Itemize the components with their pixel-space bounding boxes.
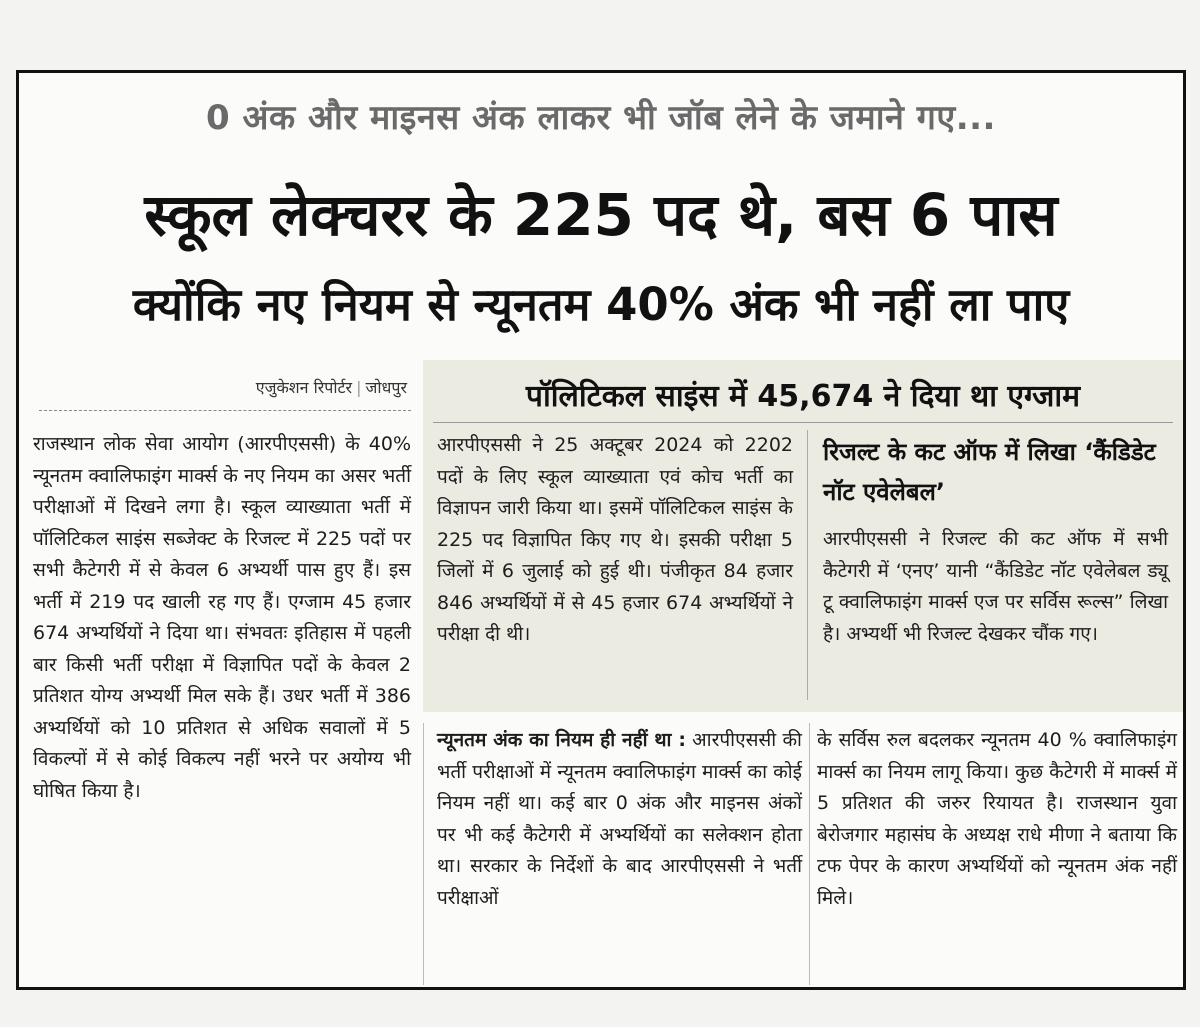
column-divider — [807, 430, 808, 700]
article-column-4 — [437, 725, 802, 914]
byline: एजुकेशन रिपोर्टर | जोधपुर — [39, 371, 411, 411]
boxed-right-text: आरपीएससी ने रिजल्ट की कट ऑफ में सभी कैटेगरी में ‘एनए’ यानी “कैंडिडेट नॉट एवेलेबल ड्यू टू क्वालिफाइंग मार्क्स एज पर सर्विस रूल्स” लिखा है। अभ्यर्थी भी रिजल्ट देखकर चौंक गए। — [823, 528, 1168, 645]
subsection-heading: न्यूनतम अंक का नियम ही नहीं था : — [437, 729, 686, 751]
kicker-line: 0 अंक और माइनस अंक लाकर भी जॉब लेने के जमाने गए... — [206, 98, 996, 138]
subheadline: क्योंकि नए नियम से न्यूनतम 40% अंक भी नहीं ला पाए — [132, 278, 1070, 331]
byline-reporter: एजुकेशन रिपोर्टर — [255, 378, 353, 397]
byline-location: जोधपुर — [365, 378, 407, 397]
headline: स्कूल लेक्चरर के 225 पद थे, बस 6 पास — [144, 181, 1058, 249]
divider — [433, 422, 1173, 423]
article-column-5: के सर्विस रुल बदलकर न्यूनतम 40 % क्वालिफाइंग मार्क्स का नियम लागू किया। कुछ कैटेगरी में मार्क्स में 5 प्रतिशत की जरुर रियायत है। राजस्थान युवा बेरोजगार महासंघ के अध्यक्ष राधे मीणा ने बताया कि टफ पेपर के कारण अभ्यर्थियों को न्यूनतम अंक नहीं मिले। — [817, 729, 1177, 909]
news-clipping — [16, 70, 1186, 990]
boxed-right-heading: रिजल्ट के कट ऑफ में लिखा ‘कैंडिडेट नॉट एवेलेबल’ — [823, 438, 1156, 506]
article-column-1: राजस्थान लोक सेवा आयोग (आरपीएससी) के 40% न्यूनतम क्वालिफाइंग मार्क्स के नए नियम का असर भर्ती परीक्षाओं में दिखने लगा है। स्कूल व्याख्याता भर्ती में पॉलिटिकल साइंस सब्जेक्ट के रिजल्ट में 225 पदों पर सभी कैटेगरी में से केवल 6 अभ्यर्थी पास हुए हैं। इस भर्ती में 219 पद खाली रह गए हैं। एग्जाम 45 हजार 674 अभ्यर्थियों ने दिया था। संभवतः इतिहास में पहली बार किसी भर्ती परीक्षा में विज्ञापित पदों के केवल 2 प्रतिशत योग्य अभ्यर्थी मिल सके हैं। उधर भर्ती में 386 अभ्यर्थियों को 10 प्रतिशत से अधिक सवालों में 5 विकल्पों में से कोई विकल्प नहीं भरने पर अयोग्य भी घोषित किया है। — [33, 433, 411, 802]
column-divider — [809, 723, 810, 985]
column-divider — [423, 723, 424, 985]
boxed-left-text: आरपीएससी ने 25 अक्टूबर 2024 को 2202 पदों के लिए स्कूल व्याख्याता एवं कोच भर्ती का विज्ञापन जारी किया था। इसमें पॉलिटिकल साइंस के 225 पद विज्ञापित किए गए थे। इसकी परीक्षा 5 जिलों में 6 जुलाई को हुई थी। पंजीकृत 84 हजार 846 अभ्यर्थियों में से 45 हजार 674 अभ्यर्थियों ने परीक्षा दी थी। — [437, 434, 793, 645]
boxed-section-title: पॉलिटिकल साइंस में 45,674 ने दिया था एग्जाम — [525, 379, 1081, 414]
boxed-section — [423, 360, 1183, 712]
subsection-text: आरपीएससी की भर्ती परीक्षाओं में न्यूनतम क्वालिफाइंग मार्क्स का कोई नियम नहीं था। कई बार 0 अंक और माइनस अंकों पर भी कई कैटेगरी में अभ्यर्थियों का सलेक्शन होता था। सरकार के निर्देशों के बाद आरपीएससी ने भर्ती परीक्षाओं — [437, 729, 802, 909]
